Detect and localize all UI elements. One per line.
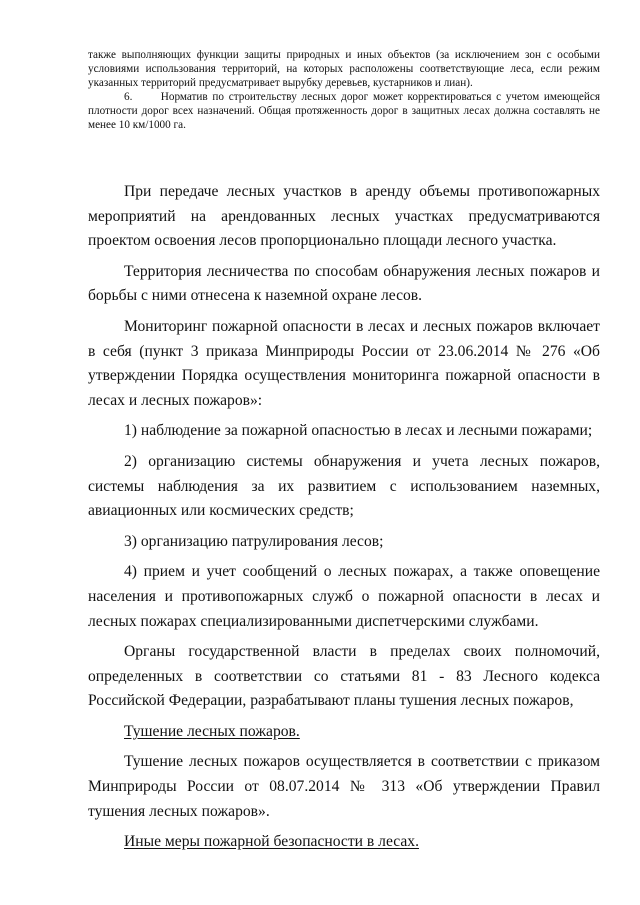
footnote-paragraph-note-6: 6. Норматив по строительству лесных дорог может корректироваться с учетом имеющейся плотности дорог всех назначений. Общая протяженность дорог в защитных лесах должна составлять не менее 10 км/1000 га. [88, 91, 603, 131]
list-item: 1) наблюдение за пожарной опасностью в лесах и лесными пожарами; [124, 422, 593, 440]
section-heading-extinguishing: Тушение лесных пожаров. [124, 722, 300, 740]
list-item: 4) прием и учет сообщений о лесных пожарах, а также оповещение населения и противопожарных служб о пожарной опасности в лесах и лесных пожарах специализированными диспетчерскими службами. [88, 563, 600, 630]
body-paragraph: При передаче лесных участков в аренду объемы противопожарных мероприятий на арендованных лесных участках предусматриваются проектом освоения лесов пропорционально площади лесного участка. [88, 183, 600, 250]
body-paragraph: Мониторинг пожарной опасности в лесах и лесных пожаров включает в себя (пункт 3 приказа Минприроды России от 23.06.2014 № 276 «Об утверждении Порядка осуществления мониторинга пожарной опасности в лесах и лесных пожаров»: [88, 317, 600, 409]
body-paragraph: Тушение лесных пожаров осуществляется в соответствии с приказом Минприроды России от 08.07.2014 № 313 «Об утверждении Правил тушения лесных пожаров». [88, 753, 600, 820]
list-item: 3) организацию патрулирования лесов; [124, 532, 384, 550]
body-paragraph: Территория лесничества по способам обнаружения лесных пожаров и борьбы с ними отнесена к наземной охране лесов. [88, 262, 600, 305]
list-item: 2) организацию системы обнаружения и учета лесных пожаров, системы наблюдения за их развитием с использованием наземных, авиационных или космических средств; [88, 452, 600, 520]
document-body [88, 180, 600, 861]
section-heading-other-measures: Иные меры пожарной безопасности в лесах. [124, 833, 419, 851]
footnote-block [88, 48, 603, 132]
footnote-paragraph: также выполняющих функции защиты природных и иных объектов (за исключением зон с особыми условиями использования территорий, на которых расположены соответствующие леса, если режим указанных территорий предусматривает вырубку деревьев, кустарников и лиан). [88, 49, 600, 89]
body-paragraph: Органы государственной власти в пределах своих полномочий, определенных в соответствии со статьями 81 - 83 Лесного кодекса Российской Федерации, разрабатывают планы тушения лесных пожаров, [88, 643, 600, 710]
